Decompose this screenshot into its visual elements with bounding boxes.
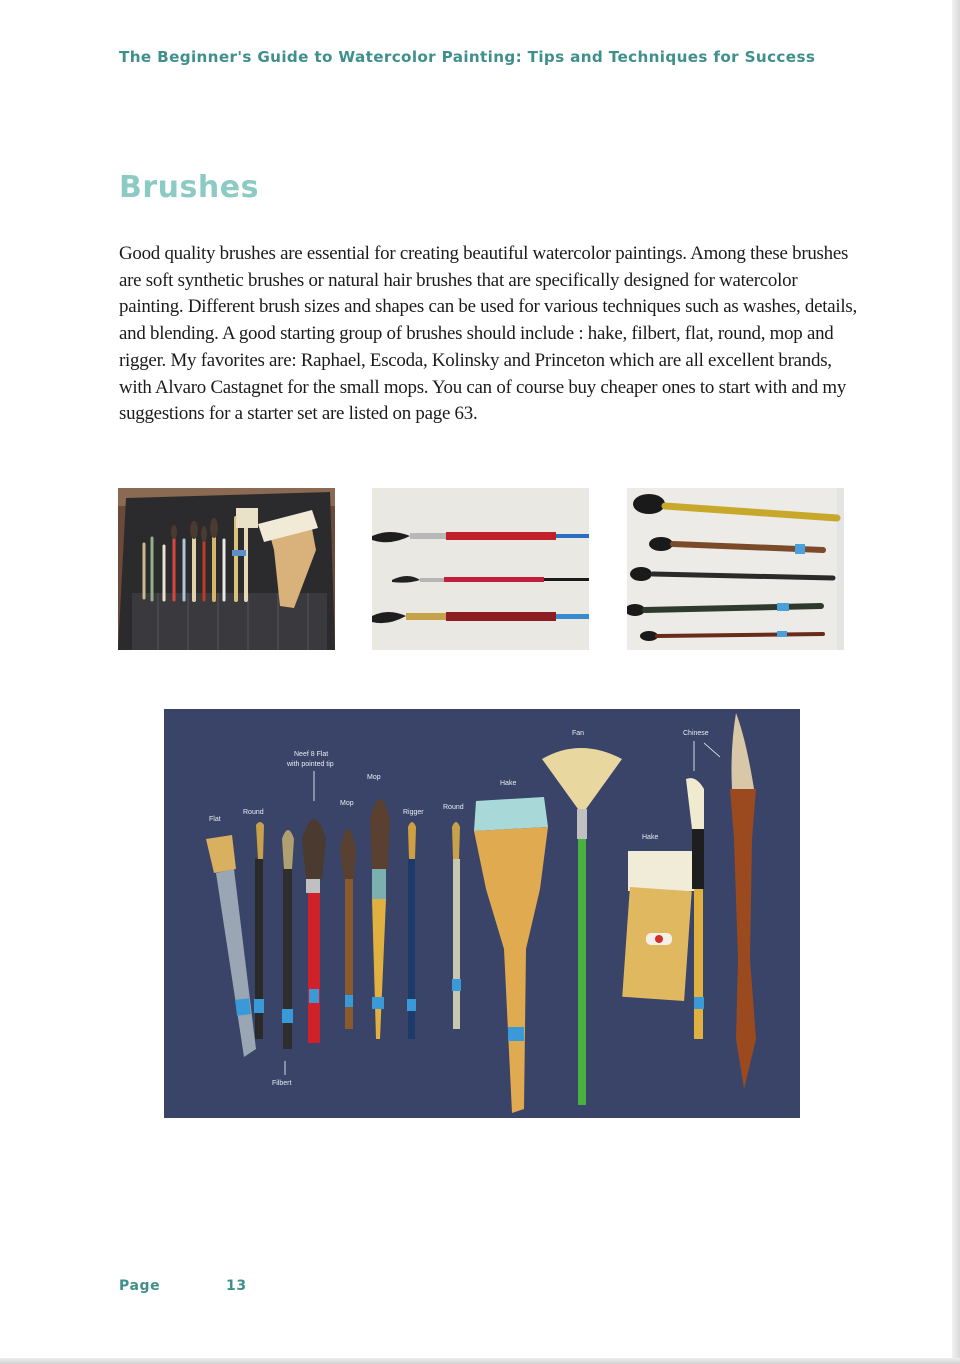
labeled-brushes-photo [164, 709, 800, 1118]
footer-page-label: Page [119, 1278, 161, 1294]
mop-brushes-photo [627, 488, 844, 650]
brush-roll-photo [118, 488, 335, 650]
running-header: The Beginner's Guide to Watercolor Painting: Tips and Techniques for Success [119, 48, 816, 66]
label-rigger: Rigger [403, 809, 424, 816]
label-chinese: Chinese [683, 730, 709, 737]
body-paragraph: Good quality brushes are essential for creating beautiful watercolor paintings. Among these brushes are soft synthetic brushes or natural hair brushes that are specifically designed for watercolor painting. Different brush sizes and shapes can be used for various techniques such as washes, details, and blending. A good starting group of brushes should include : hake, filbert, flat, round, mop and rigger. My favorites are: Raphael, Escoda, Kolinsky and Princeton which are all excellent brands, with Alvaro Castagnet for the small mops. You can of course buy cheaper ones to start with and my suggestions for a starter set are listed on page 63. [119, 243, 857, 425]
label-mop-2: Mop [340, 800, 354, 807]
page-edge-shadow-bottom [0, 1358, 960, 1364]
label-neef-line1: Neef 8 Flat [294, 751, 329, 758]
section-title: Brushes [119, 170, 259, 205]
label-hake-1: Hake [500, 780, 517, 787]
label-round-1: Round [243, 809, 264, 816]
label-mop-1: Mop [367, 774, 381, 781]
label-hake-2: Hake [642, 834, 659, 841]
label-fan: Fan [572, 730, 585, 737]
hake-brush-2 [622, 851, 696, 1001]
footer-page-number: 13 [226, 1278, 247, 1294]
label-filbert: Filbert [272, 1080, 292, 1087]
label-round-2: Round [443, 804, 464, 811]
label-flat: Flat [209, 816, 221, 823]
three-brushes-photo [372, 488, 589, 650]
page-edge-shadow [952, 0, 960, 1364]
label-neef-line2: with pointed tip [287, 761, 334, 768]
